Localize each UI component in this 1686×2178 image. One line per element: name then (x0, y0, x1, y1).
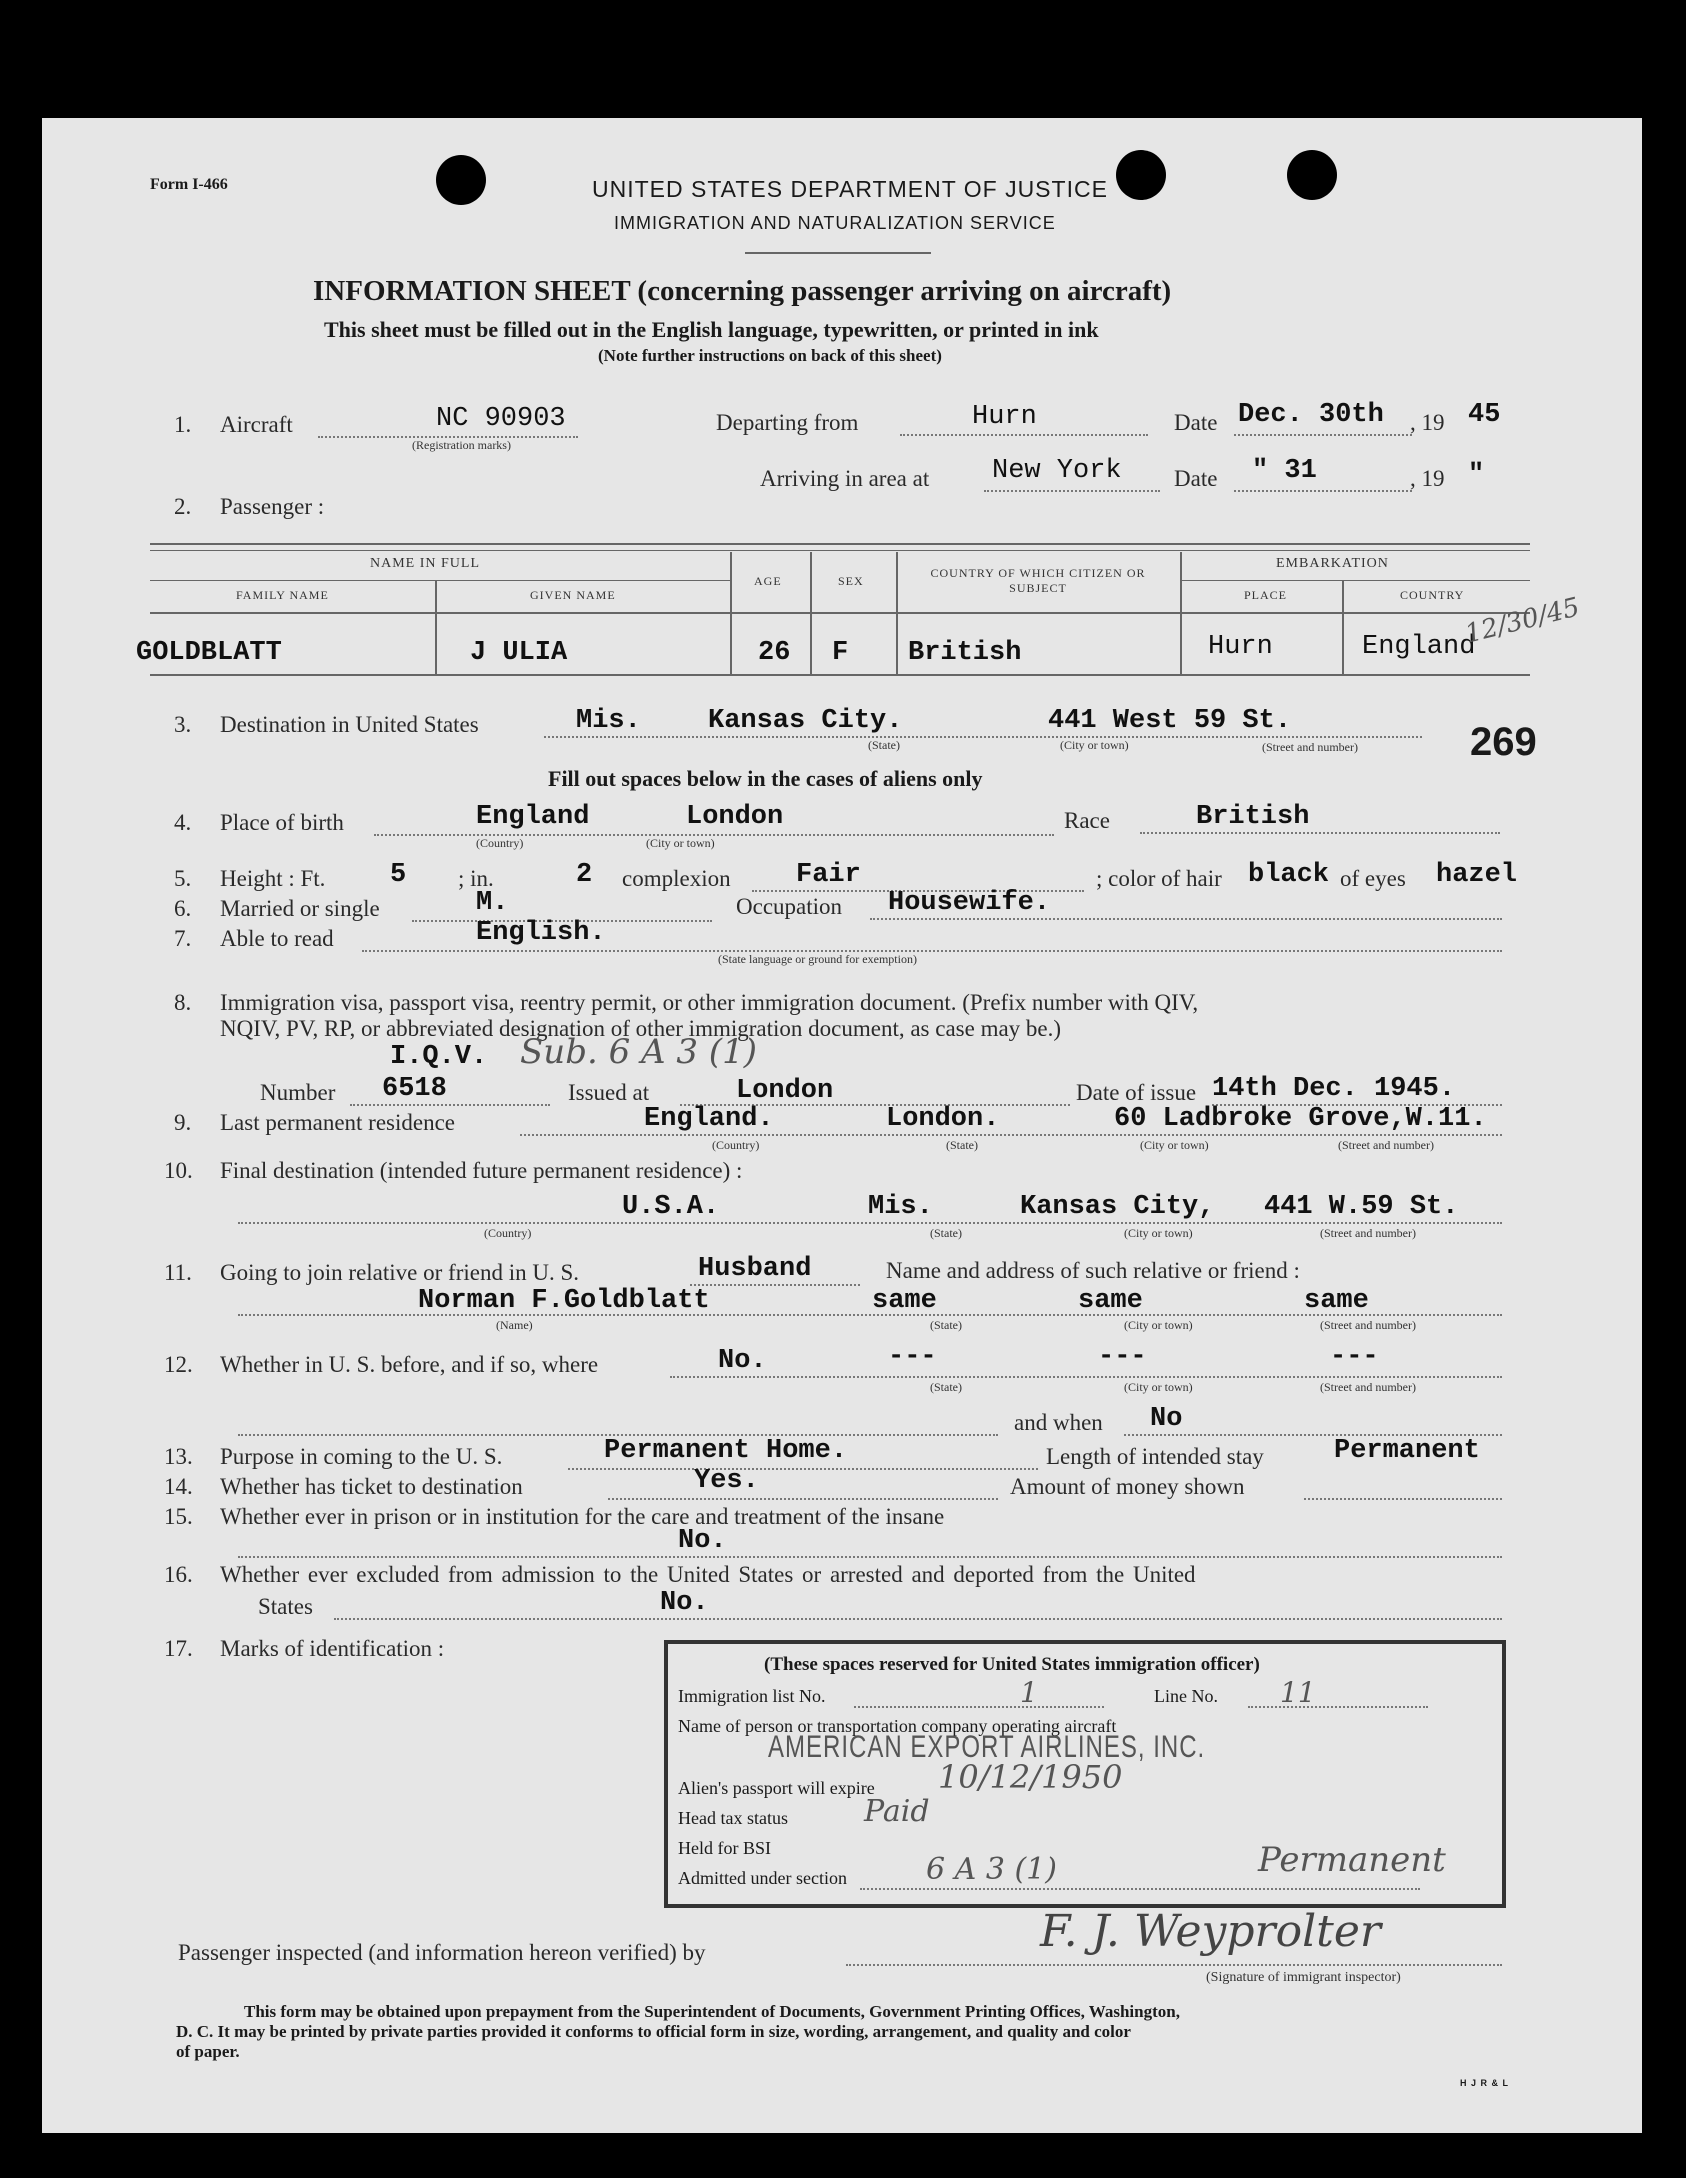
birth-sub-city: (City or town) (646, 836, 715, 850)
destination-city: Kansas City. (708, 706, 903, 736)
document-type: I.Q.V. (390, 1042, 488, 1072)
section-value: 6 A 3 (1) (926, 1852, 1057, 1887)
header-given-name: GIVEN NAME (530, 588, 616, 602)
issued-label: Issued at (568, 1080, 650, 1105)
before-label: Whether in U. S. before, and if so, where (220, 1352, 599, 1377)
doc-number-value: 6518 (382, 1074, 447, 1104)
ticket-label: Whether has ticket to destination (220, 1474, 523, 1499)
money-line (1304, 1498, 1502, 1500)
cell-embark-country: England (1362, 632, 1476, 662)
header-name-in-full: NAME IN FULL (370, 556, 480, 571)
join-relation: Husband (698, 1254, 812, 1284)
line-line (1248, 1706, 1428, 1708)
header-rule (745, 252, 931, 254)
item-16-number: 16. (164, 1562, 193, 1587)
year2-prefix: , 19 (1410, 466, 1445, 491)
agency-line-2: IMMIGRATION AND NATURALIZATION SERVICE (614, 213, 1056, 233)
residence-state: London. (886, 1104, 1000, 1134)
date-value: Dec. 30th (1238, 400, 1384, 430)
race-line (1140, 832, 1500, 834)
arriving-value: New York (992, 456, 1122, 486)
when-value: No (1150, 1404, 1183, 1434)
table-top-rule-2 (150, 550, 1530, 551)
issue-date-value: 14th Dec. 1945. (1212, 1074, 1456, 1104)
marks-label: Marks of identification : (220, 1636, 445, 1661)
cell-age: 26 (758, 638, 791, 668)
prison-value: No. (678, 1526, 727, 1556)
purpose-label: Purpose in coming to the U. S. (220, 1444, 503, 1469)
prison-label: Whether ever in prison or in institution for the care and treatment of the insane (220, 1504, 945, 1529)
destination-street: 441 West 59 St. (1048, 706, 1292, 736)
stay-label: Length of intended stay (1046, 1444, 1264, 1469)
item-12-number: 12. (164, 1352, 193, 1377)
year2-value: " (1468, 460, 1485, 490)
tax-value: Paid (864, 1794, 930, 1829)
table-mid-rule-2 (1180, 580, 1530, 581)
destination-line (544, 736, 1422, 738)
occupation-value: Housewife. (888, 888, 1051, 918)
eyes-value: hazel (1436, 860, 1518, 890)
line-label: Line No. (1154, 1686, 1218, 1706)
join-state: same (872, 1286, 937, 1316)
before-sub-city: (City or town) (1124, 1380, 1193, 1394)
cell-citizen: British (908, 638, 1022, 668)
residence-sub-city: (City or town) (1140, 1138, 1209, 1152)
departing-label: Departing from (716, 410, 859, 435)
expire-label: Alien's passport will expire (678, 1778, 875, 1798)
residence-street: 60 Ladbroke Grove,W.11. (1114, 1104, 1487, 1134)
item-1-number: 1. (174, 412, 192, 437)
bsi-label: Held for BSI (678, 1838, 771, 1858)
inspection-sub: (Signature of immigrant inspector) (1206, 1970, 1401, 1985)
final-dest-line (238, 1222, 1502, 1224)
final-dest-label: Final destination (intended future permanent residence) : (220, 1158, 743, 1183)
item-13-number: 13. (164, 1444, 193, 1469)
expire-value: 10/12/1950 (938, 1758, 1123, 1796)
excluded-text-2: States (258, 1594, 313, 1619)
item-17-number: 17. (164, 1636, 193, 1661)
page-title: INFORMATION SHEET (concerning passenger arriving on aircraft) (313, 275, 1172, 307)
table-bottom-rule (150, 674, 1530, 676)
join-name-label: Name and address of such relative or friend : (886, 1258, 1300, 1283)
join-relation-line (690, 1284, 860, 1286)
header-embarkation: EMBARKATION (1276, 556, 1389, 571)
birth-label: Place of birth (220, 810, 344, 835)
cell-given-name: J ULIA (470, 638, 568, 668)
arriving-label: Arriving in area at (760, 466, 930, 491)
married-value: M. (476, 888, 509, 918)
read-sub: (State language or ground for exemption) (718, 952, 917, 966)
eyes-label: of eyes (1340, 866, 1406, 891)
purpose-value: Permanent Home. (604, 1436, 848, 1466)
stay-value: Permanent (1334, 1436, 1480, 1466)
join-sub-city: (City or town) (1124, 1318, 1193, 1332)
final-dest-sub-city: (City or town) (1124, 1226, 1193, 1240)
date2-value: " 31 (1252, 456, 1317, 486)
before-street: --- (1330, 1342, 1379, 1372)
date2-label: Date (1174, 466, 1218, 491)
section-label: Admitted under section (678, 1868, 847, 1888)
height-in-value: 2 (576, 860, 593, 890)
before-line (670, 1376, 1502, 1378)
date-label: Date (1174, 410, 1218, 435)
hair-value: black (1248, 860, 1330, 890)
punch-hole-1 (436, 155, 486, 205)
year-value: 45 (1468, 400, 1501, 430)
race-label: Race (1064, 808, 1110, 833)
tax-label: Head tax status (678, 1808, 788, 1828)
table-col-3 (810, 552, 812, 674)
list-line (854, 1706, 1104, 1708)
occupation-label: Occupation (736, 894, 843, 919)
document-text-1: Immigration visa, passport visa, reentry permit, or other immigration document. (Prefix number with QIV, (220, 990, 1199, 1015)
married-label: Married or single (220, 896, 380, 921)
date-line (1234, 434, 1412, 436)
table-top-rule-1 (150, 543, 1530, 545)
line-value: 11 (1280, 1676, 1316, 1709)
hair-label: ; color of hair (1096, 866, 1222, 891)
complexion-value: Fair (796, 860, 861, 890)
excluded-text-1: Whether ever excluded from admission to the United States or arrested and deported from the United (220, 1562, 1196, 1587)
item-15-number: 15. (164, 1504, 193, 1529)
section-note: Permanent (1258, 1840, 1446, 1880)
note-line: (Note further instructions on back of this sheet) (598, 346, 942, 365)
final-dest-state: Mis. (868, 1192, 933, 1222)
departing-line (900, 434, 1148, 436)
footer-line-1: This form may be obtained upon prepayment from the Superintendent of Documents, Government Printing Offices, Washington, (244, 2002, 1180, 2021)
issue-date-label: Date of issue (1076, 1080, 1197, 1105)
officer-box (664, 1640, 1506, 1908)
birth-city: London (686, 802, 784, 832)
embark-annotation: 12/30/45 (1462, 592, 1583, 650)
read-label: Able to read (220, 926, 334, 951)
final-dest-street: 441 W.59 St. (1264, 1192, 1459, 1222)
table-col-1 (435, 580, 437, 674)
item-10-number: 10. (164, 1158, 193, 1183)
destination-state: Mis. (576, 706, 641, 736)
read-value: English. (476, 918, 606, 948)
table-col-2 (730, 552, 732, 674)
destination-sub-state: (State) (868, 738, 900, 752)
company-stamp: AMERICAN EXPORT AIRLINES, INC. (768, 1729, 1206, 1765)
item-11-number: 11. (164, 1260, 192, 1285)
inspector-signature: F. J. Weyprolter (1040, 1906, 1381, 1957)
destination-label: Destination in United States (220, 712, 479, 737)
race-value: British (1196, 802, 1310, 832)
residence-line (520, 1134, 1502, 1136)
item-8-number: 8. (174, 990, 192, 1015)
residence-sub-street: (Street and number) (1338, 1138, 1434, 1152)
final-dest-sub-state: (State) (930, 1226, 962, 1240)
residence-label: Last permanent residence (220, 1110, 455, 1135)
inspection-line (846, 1964, 1502, 1966)
purpose-line (568, 1468, 1038, 1470)
arriving-line (984, 490, 1160, 492)
punch-hole-2 (1116, 150, 1166, 200)
section-line (860, 1888, 1420, 1890)
before-state: --- (888, 1342, 937, 1372)
ticket-line (608, 1498, 998, 1500)
residence-country: England. (644, 1104, 774, 1134)
table-col-6 (1342, 580, 1344, 674)
join-street: same (1304, 1286, 1369, 1316)
cell-embark-place: Hurn (1208, 632, 1273, 662)
instruction-line: This sheet must be filled out in the English language, typewritten, or printed in ink (324, 317, 1099, 342)
doc-number-line (350, 1104, 550, 1106)
before-sub-street: (Street and number) (1320, 1380, 1416, 1394)
aircraft-label: Aircraft (220, 412, 293, 437)
footer-code: H J R & L (1460, 2078, 1510, 2088)
header-sex: SEX (838, 574, 864, 588)
header-age: AGE (754, 574, 782, 588)
footer-line-3: of paper. (176, 2042, 240, 2061)
complexion-label: complexion (622, 866, 731, 891)
height-ft-value: 5 (390, 860, 407, 890)
before-value: No. (718, 1346, 767, 1376)
item-2-number: 2. (174, 494, 192, 519)
cell-family-name: GOLDBLATT (136, 638, 282, 668)
item-9-number: 9. (174, 1110, 192, 1135)
issued-value: London (736, 1076, 834, 1106)
height-ft-label: Height : Ft. (220, 866, 326, 891)
final-dest-city: Kansas City, (1020, 1192, 1215, 1222)
document-hand-note: Sub. 6 A 3 (1) (520, 1032, 757, 1072)
prison-line (238, 1556, 1502, 1558)
ticket-value: Yes. (694, 1466, 759, 1496)
final-dest-sub-street: (Street and number) (1320, 1226, 1416, 1240)
height-in-label: ; in. (458, 866, 494, 891)
when-label: and when (1014, 1410, 1103, 1435)
read-line (362, 950, 1502, 952)
join-name-value: Norman F.Goldblatt (418, 1286, 710, 1316)
table-col-5 (1180, 552, 1182, 674)
final-dest-country: U.S.A. (622, 1192, 720, 1222)
header-place: PLACE (1244, 588, 1288, 602)
list-label: Immigration list No. (678, 1686, 826, 1706)
document-text-2: NQIV, PV, RP, or abbreviated designation of other immigration document, as case may be.) (220, 1016, 1062, 1041)
inspection-label: Passenger inspected (and information hereon verified) by (178, 1940, 706, 1965)
residence-sub-state: (State) (946, 1138, 978, 1152)
item-7-number: 7. (174, 926, 192, 951)
agency-line-1: UNITED STATES DEPARTMENT OF JUSTICE (592, 176, 1108, 202)
before-sub-state: (State) (930, 1380, 962, 1394)
aliens-heading: Fill out spaces below in the cases of aliens only (548, 766, 983, 791)
destination-sub-city: (City or town) (1060, 738, 1129, 752)
header-family-name: FAMILY NAME (236, 588, 329, 602)
table-header-bottom (150, 612, 1530, 614)
join-sub-name: (Name) (496, 1318, 533, 1332)
destination-sub-street: (Street and number) (1262, 740, 1358, 754)
join-sub-state: (State) (930, 1318, 962, 1332)
before-city: --- (1098, 1342, 1147, 1372)
company-label: Name of person or transportation company operating aircraft (678, 1716, 1117, 1736)
item-6-number: 6. (174, 896, 192, 921)
list-value: 1 (1020, 1676, 1038, 1709)
item-14-number: 14. (164, 1474, 193, 1499)
form-number: Form I-466 (150, 176, 228, 193)
cell-sex: F (832, 638, 849, 668)
final-dest-sub-country: (Country) (484, 1226, 532, 1240)
year-prefix: , 19 (1410, 410, 1445, 435)
header-embark-country: COUNTRY (1400, 588, 1465, 602)
aircraft-value: NC 90903 (436, 404, 566, 434)
join-city: same (1078, 1286, 1143, 1316)
footer-line-2: D. C. It may be printed by private parties provided it conforms to official form in size, wording, arrangement, and quality and color (176, 2022, 1131, 2041)
punch-hole-3 (1287, 150, 1337, 200)
excluded-value: No. (660, 1588, 709, 1618)
join-sub-street: (Street and number) (1320, 1318, 1416, 1332)
item-3-number: 3. (174, 712, 192, 737)
officer-heading: (These spaces reserved for United States immigration officer) (764, 1654, 1260, 1675)
departing-value: Hurn (972, 402, 1037, 432)
residence-sub-country: (Country) (712, 1138, 760, 1152)
item-4-number: 4. (174, 810, 192, 835)
table-mid-rule (150, 580, 730, 581)
date2-line (1234, 490, 1412, 492)
aircraft-sub: (Registration marks) (412, 438, 511, 452)
header-country: COUNTRY OF WHICH CITIZEN OR SUBJECT (930, 566, 1146, 595)
join-label: Going to join relative or friend in U. S. (220, 1260, 579, 1285)
occupation-line (870, 918, 1502, 920)
money-label: Amount of money shown (1010, 1474, 1245, 1499)
margin-number: 269 (1470, 720, 1537, 764)
excluded-line (334, 1618, 1502, 1620)
doc-number-label: Number (260, 1080, 336, 1105)
item-5-number: 5. (174, 866, 192, 891)
table-col-4 (896, 552, 898, 674)
birth-sub-country: (Country) (476, 836, 524, 850)
birth-country: England (476, 802, 590, 832)
passenger-label: Passenger : (220, 494, 325, 519)
